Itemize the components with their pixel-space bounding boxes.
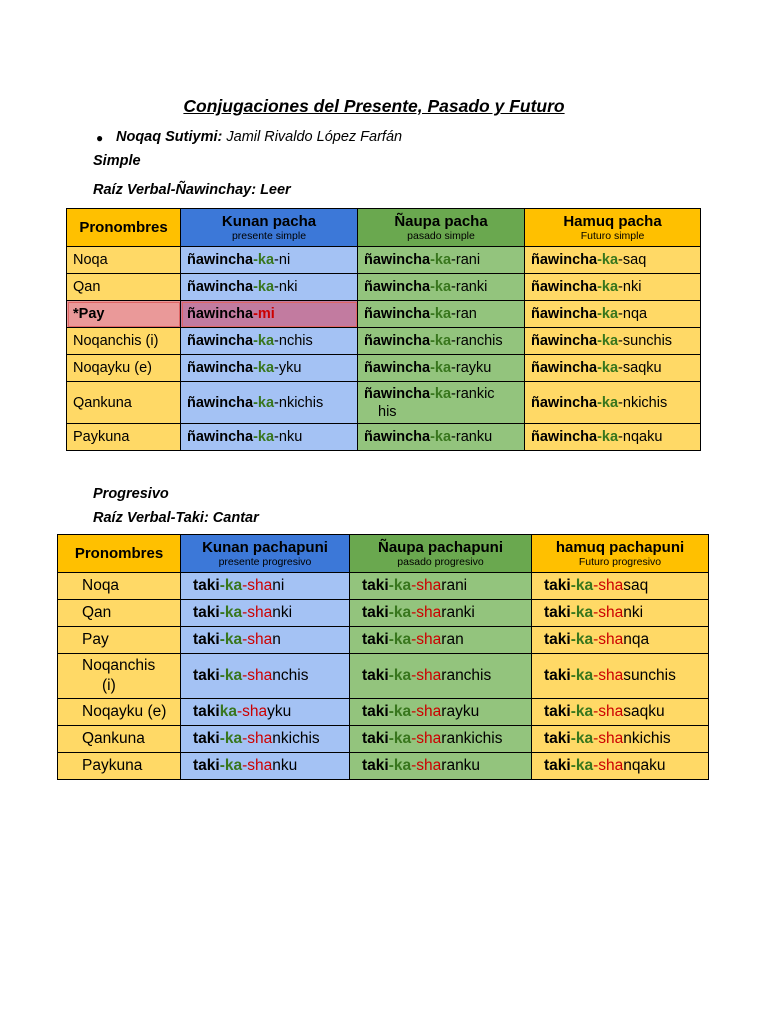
suffix-ka: -ka (253, 394, 275, 411)
header-past-main: Ñaupa pachapuni (377, 539, 504, 556)
table-row (58, 654, 709, 699)
simple-conjugation-table (66, 208, 701, 451)
future-cell (525, 424, 701, 451)
header-past-main: Ñaupa pacha (394, 213, 488, 230)
future-cell (532, 600, 709, 627)
verb-root: taki (193, 577, 220, 594)
suffix-ending: rani (441, 577, 468, 594)
verb-root: taki (544, 757, 571, 774)
table-row (58, 627, 709, 654)
suffix-ending: ranchis (441, 667, 492, 684)
suffix-sha: -sha (411, 730, 442, 747)
suffix-ka: -ka (219, 631, 243, 648)
suffix-ka: -ka (430, 360, 452, 376)
pronoun-cell (67, 424, 181, 451)
suffix-ending: ranku (441, 757, 481, 774)
suffix-ka: -ka (253, 333, 275, 349)
verb-root: ñawincha (531, 279, 598, 295)
pronoun-cell (67, 301, 181, 328)
header-future (532, 535, 709, 573)
pronoun-text: Noqa (82, 577, 120, 594)
present-cell (181, 274, 358, 301)
present-cell (181, 247, 358, 274)
present-cell (181, 627, 350, 654)
future-cell (525, 247, 701, 274)
pronoun-cell (67, 247, 181, 274)
table-row (67, 274, 701, 301)
suffix-sha: -sha (411, 703, 442, 720)
pronoun-text: Qan (73, 279, 101, 295)
verb-root: ñawincha (531, 333, 598, 349)
suffix-ending: -rankic (451, 385, 495, 402)
verb-root: ñawincha (364, 279, 431, 295)
suffix-ka: -ka (597, 252, 619, 268)
suffix-ending: -nqa (618, 306, 648, 322)
suffix-ka: -ka (570, 577, 594, 594)
table-row (67, 382, 701, 424)
verb-root: taki (544, 667, 571, 684)
verb-root: ñawincha (187, 394, 254, 411)
past-cell (358, 355, 525, 382)
past-cell (358, 274, 525, 301)
future-cell (525, 382, 701, 424)
verb-root: taki (544, 577, 571, 594)
verb-root: taki (362, 577, 389, 594)
pronoun-cell (67, 382, 181, 424)
past-cell (358, 328, 525, 355)
suffix-ka: -ka (388, 703, 412, 720)
verb-root: ñawincha (364, 360, 431, 376)
pronoun-text: Noqanchis (i) (73, 333, 159, 349)
suffix-ending: -rani (451, 252, 481, 268)
future-cell (532, 753, 709, 780)
verb-root: ñawincha (364, 385, 431, 402)
past-cell (358, 382, 525, 424)
pronoun-cell (58, 699, 181, 726)
future-cell (525, 274, 701, 301)
pronoun-cell (58, 753, 181, 780)
verb-root: ñawincha (187, 360, 254, 376)
verb-root: ñawincha (364, 333, 431, 349)
suffix-ending: -rayku (451, 360, 492, 376)
suffix-ending: -sunchis (618, 333, 673, 349)
suffix-ending: yku (267, 703, 292, 720)
header-past (350, 535, 532, 573)
verb-root: taki (362, 757, 389, 774)
suffix-sha: -sha (242, 631, 273, 648)
author-line (96, 129, 403, 145)
author-name: Jamil Rivaldo López Farfán (226, 129, 403, 145)
future-cell (525, 301, 701, 328)
suffix-ending: nkichis (272, 730, 320, 747)
present-cell (181, 355, 358, 382)
suffix-ending: rayku (441, 703, 480, 720)
pronoun-cell (58, 600, 181, 627)
table-row (67, 424, 701, 451)
suffix-sha: -sha (242, 730, 273, 747)
header-past-sub: pasado simple (407, 230, 475, 242)
suffix-ending: -nchis (274, 333, 313, 349)
past-cell (350, 699, 532, 726)
suffix-sha: -sha (411, 667, 442, 684)
table-row (58, 573, 709, 600)
suffix-sha: -sha (593, 667, 624, 684)
suffix-ka: -ka (388, 667, 412, 684)
past-cell (358, 301, 525, 328)
pronoun-text: Noqayku (e) (82, 703, 167, 720)
pronoun-text: Noqa (73, 252, 108, 268)
verb-root: ñawincha (531, 429, 598, 445)
suffix-ka: -ka (388, 757, 412, 774)
present-cell (181, 573, 350, 600)
suffix-ka: -ka (253, 279, 275, 295)
header-present (181, 209, 358, 247)
pronoun-cell (67, 355, 181, 382)
pronoun-cell (58, 573, 181, 600)
suffix-ending: nki (623, 604, 644, 621)
suffix-ending: nki (272, 604, 293, 621)
pronoun-cell (58, 654, 181, 699)
present-cell (181, 328, 358, 355)
past-cell (358, 247, 525, 274)
pronoun-text: Paykuna (82, 757, 143, 774)
pronoun-text: Noqanchis (82, 657, 156, 674)
future-cell (532, 573, 709, 600)
pronoun-text: Qan (82, 604, 112, 621)
header-past (358, 209, 525, 247)
verb-root: taki (362, 604, 389, 621)
suffix-ending: sunchis (623, 667, 676, 684)
present-cell (181, 600, 350, 627)
present-cell (181, 726, 350, 753)
suffix-ending: -nkichis (274, 394, 324, 411)
suffix-ka: -ka (253, 429, 275, 445)
suffix-ka: -ka (597, 306, 619, 322)
present-cell (181, 654, 350, 699)
past-cell (350, 627, 532, 654)
suffix-ka: ka (219, 703, 237, 720)
suffix-ending: nqaku (623, 757, 666, 774)
progressive-conjugation-table (57, 534, 709, 780)
suffix-ka: -ka (253, 252, 275, 268)
future-cell (525, 355, 701, 382)
verb-root: taki (362, 667, 389, 684)
past-cell (350, 726, 532, 753)
future-cell (532, 654, 709, 699)
verb-root: taki (544, 604, 571, 621)
author-label: Noqaq Sutiymi: (116, 129, 223, 145)
header-present-main: Kunan pacha (221, 213, 317, 230)
verb-root: ñawincha (531, 394, 598, 411)
suffix-ka: -ka (388, 577, 412, 594)
suffix-ending: -ranchis (451, 333, 503, 349)
section1-heading: Simple (93, 153, 141, 169)
suffix-sha: -sha (593, 730, 624, 747)
future-cell (525, 328, 701, 355)
suffix-sha: -sha (236, 703, 268, 720)
suffix-ending: nchis (272, 667, 309, 684)
suffix-ending: -ran (451, 306, 477, 322)
pronoun-text: Paykuna (73, 429, 130, 445)
verb-root: taki (544, 703, 571, 720)
suffix-ka: -ka (570, 667, 594, 684)
header-present-main: Kunan pachapuni (202, 539, 328, 556)
suffix-ka: -ka (430, 252, 452, 268)
verb-root: ñawincha (187, 306, 254, 322)
suffix-ka: -ka (570, 631, 594, 648)
table-row (67, 301, 701, 328)
suffix-ending: -ranki (451, 279, 488, 295)
suffix-ending: -saq (618, 252, 647, 268)
section2-root: Raíz Verbal-Taki: Cantar (93, 510, 259, 526)
suffix-ka: -ka (219, 667, 243, 684)
suffix-ending: ranki (441, 604, 475, 621)
bullet-icon: ● (96, 131, 104, 145)
suffix-ka: -ka (597, 279, 619, 295)
suffix-ka: -ka (570, 703, 594, 720)
suffix-ka: -ka (570, 757, 594, 774)
header-future (525, 209, 701, 247)
suffix-ka: -ka (430, 279, 452, 295)
past-cell (350, 600, 532, 627)
verb-root: taki (362, 730, 389, 747)
suffix-ending: -nqaku (618, 429, 663, 445)
pronoun-text: Qankuna (82, 730, 145, 747)
table-row (67, 247, 701, 274)
future-cell (532, 699, 709, 726)
verb-root: taki (193, 604, 220, 621)
suffix-ending: ni (272, 577, 285, 594)
present-cell (181, 382, 358, 424)
past-cell (350, 573, 532, 600)
header-future-sub: Futuro simple (580, 230, 645, 242)
table-row (67, 355, 701, 382)
present-cell (181, 424, 358, 451)
suffix-ka: -ka (219, 757, 243, 774)
verb-root: ñawincha (187, 279, 254, 295)
verb-root: ñawincha (364, 429, 431, 445)
suffix-ka: -ka (597, 429, 619, 445)
suffix-sha: -sha (242, 577, 273, 594)
verb-root: taki (193, 667, 220, 684)
suffix-ending: n (272, 631, 281, 648)
suffix-mi: -mi (253, 306, 275, 322)
suffix-ending: -nki (618, 279, 642, 295)
verb-root: taki (362, 631, 389, 648)
present-cell (181, 699, 350, 726)
header-past-sub: pasado progresivo (397, 556, 484, 568)
suffix-sha: -sha (411, 577, 442, 594)
suffix-ending: -ni (274, 252, 291, 268)
verb-root: ñawincha (531, 306, 598, 322)
suffix-ending: nkichis (623, 730, 671, 747)
verb-root: taki (362, 703, 389, 720)
header-pronouns: Pronombres (58, 535, 181, 573)
pronoun-cell (58, 726, 181, 753)
header-future-main: Hamuq pacha (563, 213, 662, 230)
pronoun-text-cont: (i) (102, 677, 116, 694)
pronoun-text: Qankuna (73, 394, 132, 411)
past-cell (350, 753, 532, 780)
suffix-ka: -ka (597, 333, 619, 349)
header-present (181, 535, 350, 573)
verb-root: taki (544, 631, 571, 648)
pronoun-cell (58, 627, 181, 654)
verb-root: ñawincha (187, 333, 254, 349)
suffix-ka: -ka (597, 360, 619, 376)
table-row (58, 753, 709, 780)
header-future-sub: Futuro progresivo (578, 556, 662, 568)
suffix-ending: -nki (274, 279, 298, 295)
present-cell (181, 301, 358, 328)
suffix-ka: -ka (430, 429, 452, 445)
verb-root: ñawincha (364, 252, 431, 268)
suffix-sha: -sha (593, 757, 624, 774)
suffix-ending: -nkichis (618, 394, 668, 411)
past-cell (350, 654, 532, 699)
suffix-ending: -yku (274, 360, 302, 376)
suffix-ka: -ka (219, 577, 243, 594)
table-row (58, 600, 709, 627)
future-cell (532, 726, 709, 753)
verb-root: ñawincha (364, 306, 431, 322)
verb-root: taki (193, 703, 220, 720)
suffix-ending: rankichis (441, 730, 503, 747)
pronoun-text: Pay (82, 631, 109, 648)
suffix-ka: -ka (388, 730, 412, 747)
table-header-row (58, 535, 709, 573)
pronoun-text: *Pay (73, 306, 105, 322)
section1-root: Raíz Verbal-Ñawinchay: Leer (93, 182, 291, 198)
suffix-sha: -sha (593, 577, 624, 594)
suffix-ka: -ka (219, 604, 243, 621)
suffix-ka: -ka (570, 604, 594, 621)
past-cell (358, 424, 525, 451)
suffix-ending: nku (272, 757, 298, 774)
pronoun-text: Noqayku (e) (73, 360, 152, 376)
suffix-ka: -ka (219, 730, 243, 747)
suffix-sha: -sha (593, 631, 624, 648)
suffix-ending: -ranku (451, 429, 493, 445)
suffix-ka: -ka (253, 360, 275, 376)
header-present-sub: presente progresivo (218, 556, 312, 568)
suffix-sha: -sha (242, 604, 273, 621)
suffix-ka: -ka (388, 604, 412, 621)
verb-root: ñawincha (187, 429, 254, 445)
future-cell (532, 627, 709, 654)
suffix-ending: saq (623, 577, 649, 594)
suffix-ka: -ka (570, 730, 594, 747)
table-header-row (67, 209, 701, 247)
verb-root: taki (193, 631, 220, 648)
suffix-ending: saqku (623, 703, 665, 720)
suffix-sha: -sha (411, 604, 442, 621)
verb-root: ñawincha (531, 252, 598, 268)
section2-heading: Progresivo (93, 486, 169, 502)
suffix-ending: ran (441, 631, 464, 648)
suffix-sha: -sha (411, 757, 442, 774)
suffix-sha: -sha (593, 604, 624, 621)
header-future-main: hamuq pachapuni (555, 539, 685, 556)
suffix-sha: -sha (593, 703, 624, 720)
table-row (58, 699, 709, 726)
pronoun-cell (67, 274, 181, 301)
suffix-ending: -saqku (618, 360, 662, 376)
table-row (58, 726, 709, 753)
suffix-sha: -sha (242, 757, 273, 774)
suffix-sha: -sha (411, 631, 442, 648)
suffix-ka: -ka (430, 385, 452, 402)
table-row (67, 328, 701, 355)
suffix-ka: -ka (388, 631, 412, 648)
verb-root: ñawincha (187, 252, 254, 268)
verb-root: ñawincha (531, 360, 598, 376)
document-title: Conjugaciones del Presente, Pasado y Futuro (183, 96, 565, 116)
header-pronouns: Pronombres (67, 209, 181, 247)
suffix-ending: -nku (274, 429, 303, 445)
suffix-ending: nqa (623, 631, 650, 648)
suffix-ending-cont: his (378, 403, 397, 420)
pronoun-cell (67, 328, 181, 355)
suffix-sha: -sha (242, 667, 273, 684)
verb-root: taki (193, 730, 220, 747)
suffix-ka: -ka (430, 333, 452, 349)
suffix-ka: -ka (430, 306, 452, 322)
header-present-sub: presente simple (231, 230, 307, 242)
verb-root: taki (544, 730, 571, 747)
present-cell (181, 753, 350, 780)
verb-root: taki (193, 757, 220, 774)
suffix-ka: -ka (597, 394, 619, 411)
